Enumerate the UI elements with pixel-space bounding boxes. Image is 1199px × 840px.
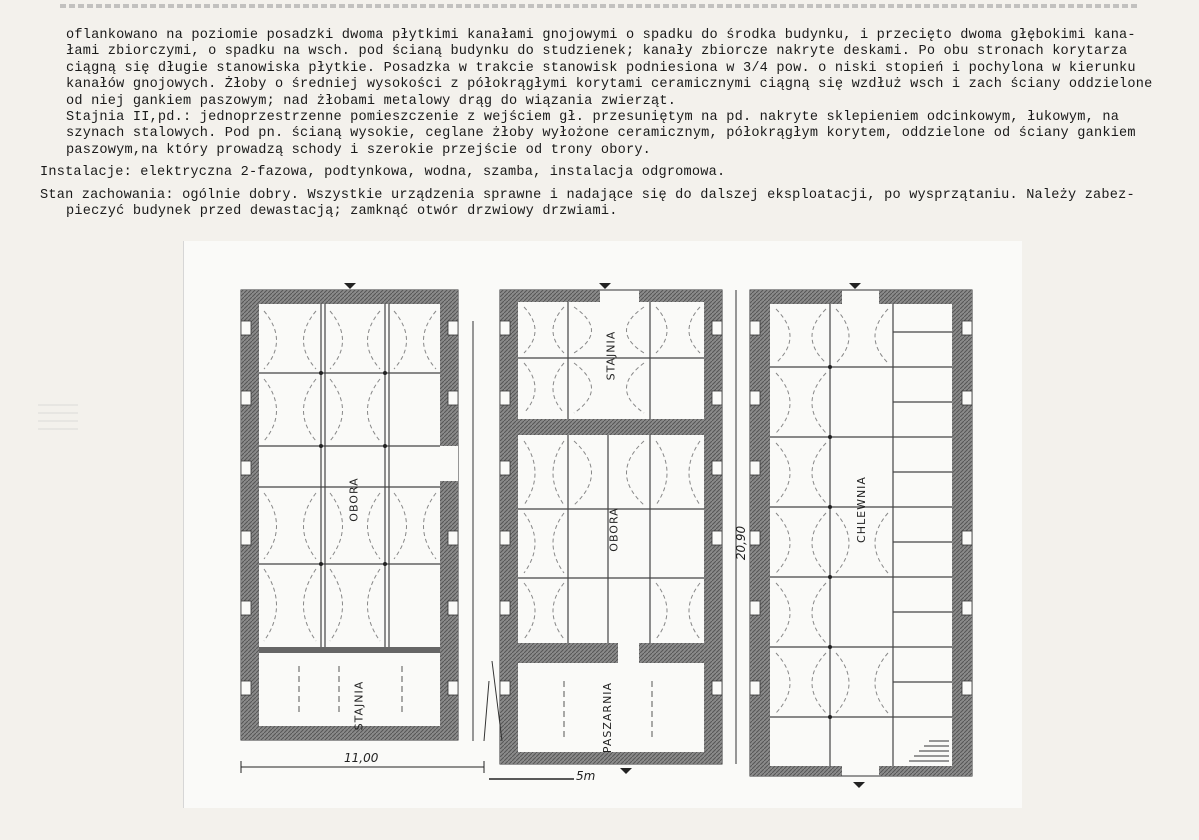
scale-bar-label: 5m <box>576 769 596 783</box>
cut-off-text-line <box>60 4 1140 8</box>
room-label-obora-mid: OBORA <box>607 507 621 552</box>
text-line: szynach stalowych. Pod pn. ścianą wysokie, ceglane żłoby wyłożone ceramicznym, półokrągłym korytem, oddzielone od ściany gankiem <box>66 126 1136 142</box>
dimension-height: 20,90 <box>734 525 749 561</box>
text-line: łami zbiorczymi, o spadku na wsch. pod ścianą budynku do studzienek; kanały zbiorcze nakryte deskami. Po obu stronach korytarza <box>66 44 1128 60</box>
document-text <box>40 28 1165 220</box>
text-line: paszowym,na który prowadzą schody i szerokie przejście od trony obory. <box>66 142 652 158</box>
scan-marks <box>38 400 78 430</box>
room-label-chlewnia: CHLEWNIA <box>854 476 868 543</box>
text-line: oflankowano na poziomie posadzki dwoma płytkimi kanałami gnojowymi o spadku do środka budynku, i przecięto dwoma głębokimi kana- <box>66 28 1136 43</box>
room-label-stajnia-left: STAJNIA <box>352 680 366 731</box>
installations-line: Instalacje: elektryczna 2-fazowa, podtynkowa, wodna, szamba, instalacja odgromowa. <box>40 165 726 181</box>
room-label-paszarnia: PASZARNIA <box>601 681 615 754</box>
condition-line-2: pieczyć budynek przed dewastacją; zamknąć otwór drzwiowy drzwiami. <box>66 204 618 220</box>
text-line: kanałów gnojowych. Żłoby o średniej wysokości z półokrągłymi korytami ceramicznymi ciągną się wzdłuż wsch i zach ściany oddzielone <box>66 77 1153 93</box>
floor-plan-figure <box>183 241 1022 808</box>
condition-line: Stan zachowania: ogólnie dobry. Wszystkie urządzenia sprawne i nadające się do dalszej eksploatacji, po wysprzątaniu. Należy zabez- <box>40 187 1135 203</box>
dimension-width: 11,00 <box>344 751 379 765</box>
text-line: Stajnia II,pd.: jednoprzestrzenne pomieszczenie z wejściem gł. przesuniętym na pd. nakryte sklepieniem odcinkowym, łukowym, na <box>66 110 1120 126</box>
text-line: ciągną się długie stanowiska płytkie. Posadzka w trakcie stanowisk podniesiona w 3/4 pow. o niski stopień i pochylona w kierunku <box>66 60 1136 76</box>
room-label-stajnia-mid: STAJNIA <box>604 330 618 381</box>
room-label-obora-left: OBORA <box>347 477 361 522</box>
text-line: od niej gankiem paszowym; nad żłobami metalowy drąg do wiązania zwierząt. <box>66 93 677 109</box>
